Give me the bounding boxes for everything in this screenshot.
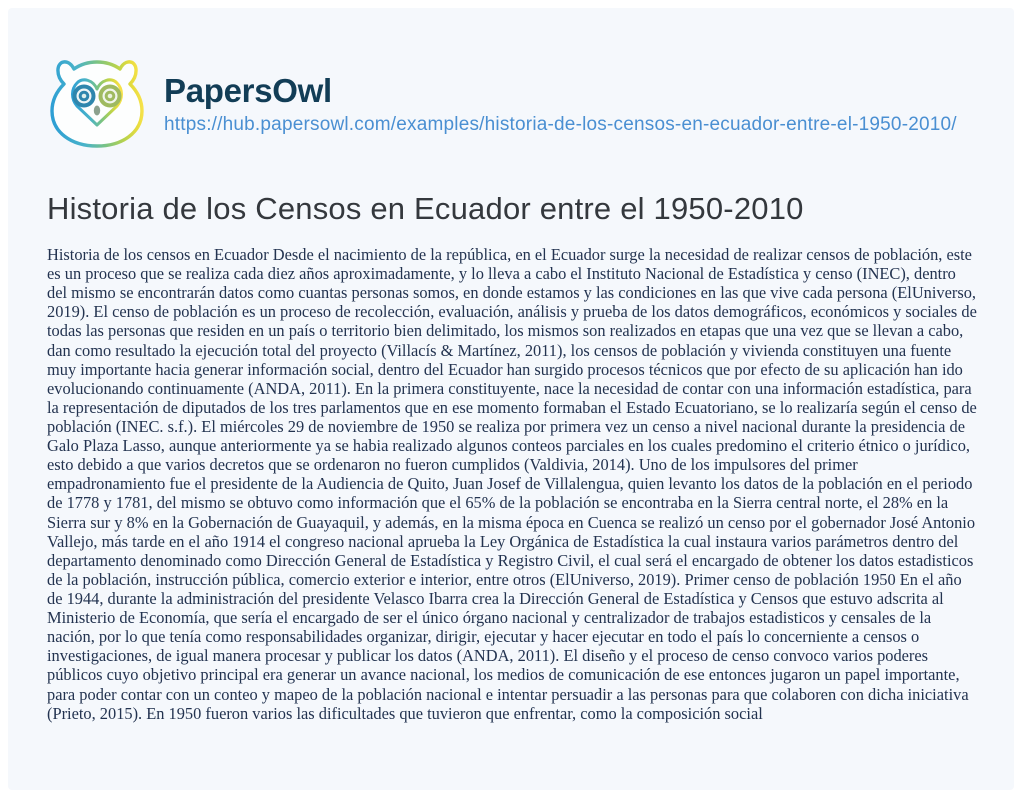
- article: [47, 187, 977, 723]
- brand-name: PapersOwl: [164, 71, 332, 109]
- source-url-link[interactable]: https://hub.papersowl.com/examples/historia-de-los-censos-en-ecuador-entre-el-1950-2010/: [164, 114, 957, 136]
- brand-block: [164, 72, 957, 137]
- share-card: [8, 8, 1014, 790]
- article-body: Historia de los censos en Ecuador Desde el nacimiento de la república, en el Ecuador surge la necesidad de realizar censos de población, este es un proceso que se realiza cada diez años aproximadamente, y lo lleva a cabo el Instituto Nacional de Estadística y censo (INEC), dentro del mismo se encontrarán datos como cuantas personas somos, en donde estamos y las condiciones en las que vive cada persona (ElUniverso, 2019). El censo de población es un proceso de recolección, evaluación, análisis y prueba de los datos demográficos, económicos y sociales de todas las personas que residen en un país o territorio bien delimitado, los mismos son realizados en etapas que una vez que se llevan a cabo, dan como resultado la ejecución total del proyecto (Villacís & Martínez, 2011), los censos de población y vivienda constituyen una fuente muy importante hacia generar información social, dentro del Ecuador han surgido procesos técnicos que por efecto de su aplicación han ido evolucionando continuamente (ANDA, 2011). En la primera constituyente, nace la necesidad de contar con una información estadística, para la representación de diputados de los tres parlamentos que en ese momento formaban el Estado Ecuatoriano, se lo realizaría según el censo de población (INEC. s.f.). El miércoles 29 de noviembre de 1950 se realiza por primera vez un censo a nivel nacional durante la presidencia de Galo Plaza Lasso, aunque anteriormente ya se habia realizado algunos conteos parciales en los cuales predomino el criterio étnico o jurídico, esto debido a que varios decretos que se ordenaron no fueron cumplidos (Valdivia, 2014). Uno de los impulsores del primer empadronamiento fue el presidente de la Audiencia de Quito, Juan Josef de Villalengua, quien levanto los datos de la población en el periodo de 1778 y 1781, del mismo se obtuvo como información que el 65% de la población se encontraba en la Sierra central norte, el 28% en la Sierra sur y 8% en la Gobernación de Guayaquil, y además, en la misma época en Cuenca se realizó un censo por el gobernador José Antonio Vallejo, más tarde en el año 1914 el congreso nacional aprueba la Ley Orgánica de Estadística la cual instaura varios parámetros dentro del departamento denominado como Dirección General de Estadística y Registro Civil, el cual será el encargado de obtener los datos estadisticos de la población, instrucción pública, comercio exterior e interior, entre otros (ElUniverso, 2019). Primer censo de población 1950 En el año de 1944, durante la administración del presidente Velasco Ibarra crea la Dirección General de Estadística y Censos que estuvo adscrita al Ministerio de Economía, que sería el encargado de ser el único órgano nacional y centralizador de trabajos estadisticos y censales de la nación, por lo que tenía como responsabilidades organizar, dirigir, ejecutar y hacer ejecutar en todo el país lo concerniente a censos o investigaciones, de igual manera procesar y publicar los datos (ANDA, 2011). El diseño y el proceso de censo convoco varios poderes públicos cuyo objetivo principal era generar un avance nacional, los medios de comunicación de ese entonces jugaron un papel importante, para poder contar con un conteo y mapeo de la población nacional e intentar persuadir a las personas para que colaboren con dicha iniciativa (Prieto, 2015). En 1950 fueron varios las dificultades que tuvieron que enfrentar, como la composición social: [47, 245, 977, 723]
- page-title: Historia de los Censos en Ecuador entre el 1950-2010: [47, 191, 804, 226]
- site-header: [47, 54, 977, 154]
- owl-logo-icon: [47, 54, 147, 154]
